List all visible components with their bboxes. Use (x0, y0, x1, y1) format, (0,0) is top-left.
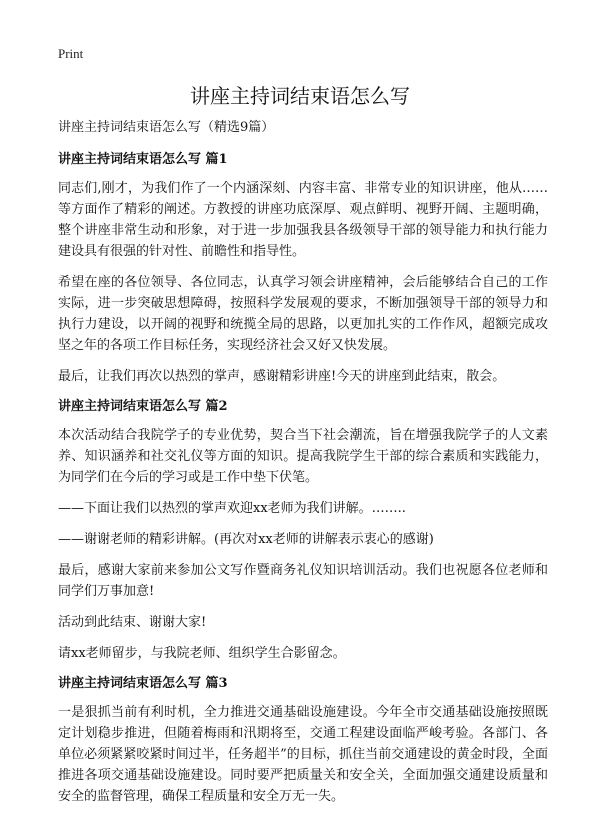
paragraph: ——谢谢老师的精彩讲解。(再次对xx老师的讲解表示衷心的感谢) (58, 532, 434, 547)
section-heading: 讲座主持词结束语怎么写 篇2 (58, 399, 228, 414)
paragraph: 最后，感谢大家前来参加公文写作暨商务礼仪知识培训活动。我们也祝愿各位老师和同学们万事加意! (58, 563, 548, 599)
print-link[interactable]: Print (58, 46, 84, 61)
paragraph: 同志们,刚才，为我们作了一个内涵深刻、内容丰富、非常专业的知识讲座，他从……等方面作了精彩的阐述。方教授的讲座功底深厚、观点鲜明、视野开阔、主题明确，整个讲座非常生动和形象，对于进一步加强我县各级领导干部的领导能力和执行能力建设具有很强的针对性、前瞻性和指导性。 (58, 181, 548, 259)
paragraph: 一是狠抓当前有利时机，全力推进交通基础设施建设。今年全市交通基础设施按照既定计划稳步推进，但随着梅雨和汛期将至，交通工程建设面临严峻考验。各部门、各单位必须紧紧咬紧时间过半，任务超半”的目标，抓住当前交通建设的黄金时段，全面推进各项交通基础设施建设。同时要严把质量关和安全关，全面加强交通建设质量和安全的监督管理，确保工程质量和安全万无一失。 (58, 705, 548, 804)
page-title: 讲座主持词结束语怎么写 (190, 84, 410, 108)
section-heading: 讲座主持词结束语怎么写 篇1 (58, 152, 228, 167)
document-body (58, 118, 548, 817)
section-heading: 讲座主持词结束语怎么写 篇3 (58, 676, 228, 691)
paragraph: 希望在座的各位领导、各位同志，认真学习领会讲座精神，会后能够结合自己的工作实际，进一步突破思想障碍，按照科学发展观的要求，不断加强领导干部的领导力和执行力建设，以开阔的视野和统揽全局的思路，以更加扎实的工作作风，超额完成攻坚之年的各项工作目标任务，实现经济社会又好又快发展。 (58, 275, 548, 353)
section-2 (58, 397, 548, 664)
paragraph: 最后，让我们再次以热烈的掌声，感谢精彩讲座!今天的讲座到此结束，散会。 (58, 369, 506, 384)
section-3 (58, 674, 548, 807)
document-subtitle: 讲座主持词结束语怎么写（精选9篇） (58, 120, 275, 135)
paragraph: 请xx老师留步，与我院老师、组织学生合影留念。 (58, 646, 346, 661)
paragraph: ——下面让我们以热烈的掌声欢迎xx老师为我们讲解。…….. (58, 501, 406, 516)
section-1 (58, 150, 548, 387)
paragraph: 本次活动结合我院学子的专业优势，契合当下社会潮流，旨在增强我院学子的人文素养、知识涵养和社交礼仪等方面的知识。提高我院学生干部的综合素质和实践能力，为同学们在今后的学习或是工作中垫下伏笔。 (58, 428, 548, 485)
paragraph: 活动到此结束、谢谢大家! (58, 615, 207, 630)
